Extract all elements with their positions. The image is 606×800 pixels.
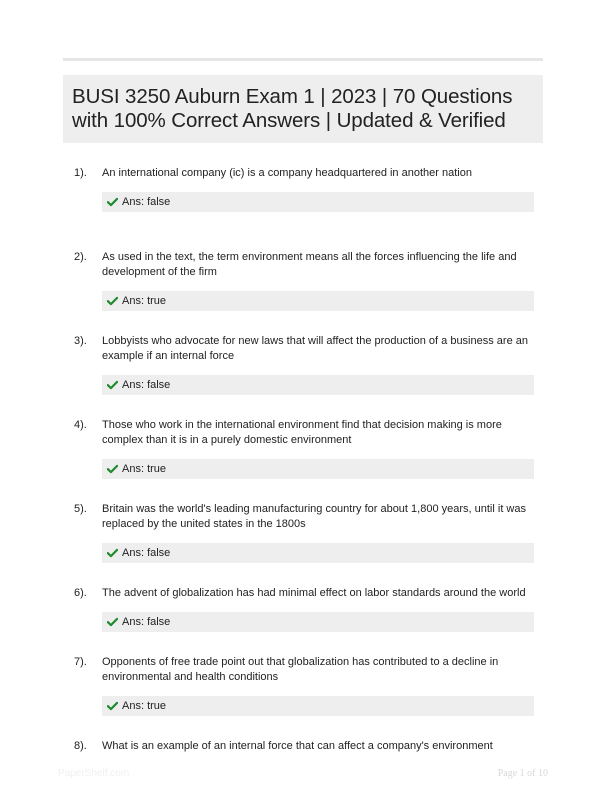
question-number: 6). xyxy=(74,587,87,599)
question-number: 3). xyxy=(74,335,87,347)
question-text: Opponents of free trade point out that globalization has contributed to a decline in environmental and health conditions xyxy=(102,656,499,683)
check-icon xyxy=(107,464,118,474)
question-number: 5). xyxy=(74,503,87,515)
question-text: What is an example of an internal force that can affect a company's environment xyxy=(102,740,493,752)
check-icon xyxy=(107,617,118,627)
question-text: Britain was the world's leading manufacturing country for about 1,800 years, until it was replaced by the united states in the 1800s xyxy=(102,503,526,530)
answer-text: Ans: true xyxy=(122,700,167,712)
answer-text: Ans: true xyxy=(122,295,167,307)
question-item xyxy=(74,502,544,586)
check-icon xyxy=(107,380,118,390)
question-number: 1). xyxy=(74,167,87,179)
answer-text: Ans: false xyxy=(122,379,171,391)
question-item xyxy=(74,418,544,502)
answer-box xyxy=(102,291,534,311)
question-item xyxy=(74,166,544,250)
page-title: BUSI 3250 Auburn Exam 1 | 2023 | 70 Questions with 100% Correct Answers | Updated & Verified xyxy=(72,85,513,132)
question-number: 7). xyxy=(74,656,87,668)
question-text: Those who work in the international environment find that decision making is more complex than it is in a purely domestic environment xyxy=(102,419,502,446)
answer-box xyxy=(102,696,534,716)
footer-page-number: Page 1 of 10 xyxy=(497,768,548,779)
answer-text: Ans: false xyxy=(122,616,171,628)
question-item xyxy=(74,334,544,418)
answer-box xyxy=(102,543,534,563)
question-item xyxy=(74,739,544,759)
check-icon xyxy=(107,197,118,207)
question-item xyxy=(74,655,544,739)
question-item xyxy=(74,250,544,334)
answer-box xyxy=(102,459,534,479)
footer-site: PaperShelf.com xyxy=(58,768,130,779)
answer-text: Ans: true xyxy=(122,463,167,475)
question-text: The advent of globalization has had minimal effect on labor standards around the world xyxy=(102,587,526,599)
question-text: An international company (ic) is a company headquartered in another nation xyxy=(102,167,472,179)
answer-box xyxy=(102,375,534,395)
question-item xyxy=(74,586,544,655)
answer-text: Ans: false xyxy=(122,547,171,559)
answer-text: Ans: false xyxy=(122,196,171,208)
check-icon xyxy=(107,548,118,558)
top-divider xyxy=(63,58,543,61)
check-icon xyxy=(107,296,118,306)
title-banner xyxy=(63,75,543,143)
question-number: 8). xyxy=(74,740,87,752)
question-text: Lobbyists who advocate for new laws that will affect the production of a business are an example if an internal force xyxy=(102,335,528,362)
question-number: 4). xyxy=(74,419,87,431)
question-text: As used in the text, the term environment means all the forces influencing the life and development of the firm xyxy=(102,251,517,278)
question-list xyxy=(74,166,544,759)
answer-box xyxy=(102,612,534,632)
question-number: 2). xyxy=(74,251,87,263)
answer-box xyxy=(102,192,534,212)
check-icon xyxy=(107,701,118,711)
